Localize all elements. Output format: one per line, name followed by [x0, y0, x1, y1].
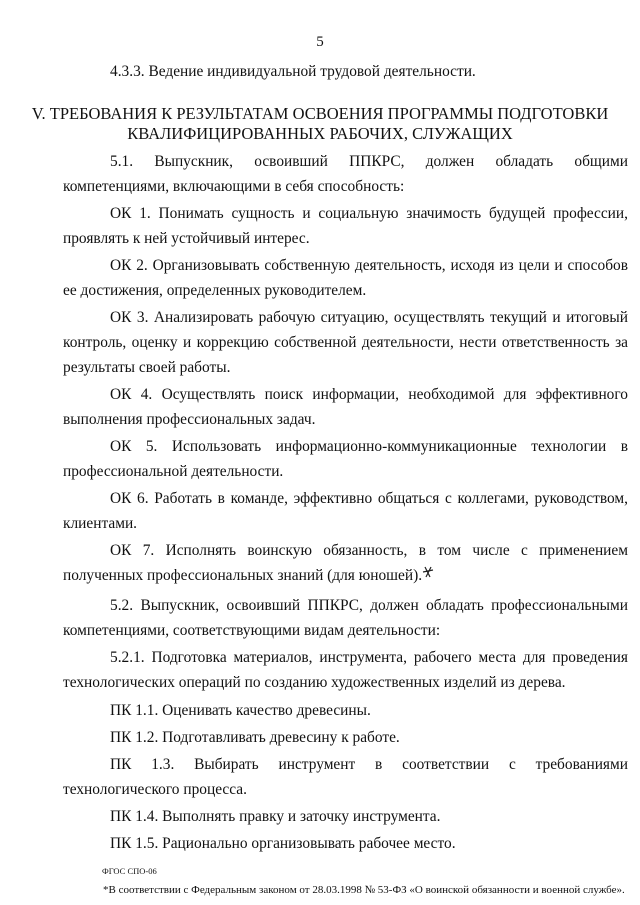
text-line: ОК 7. Исполнять воинскую обязанность, в том числе с применением — [110, 542, 628, 559]
text-line: ОК 2. Организовывать собственную деятельность, исходя из цели и способов — [110, 257, 628, 274]
page-number: 5 — [316, 34, 324, 50]
text-line: ПК 1.2. Подготавливать древесину к работе. — [110, 729, 400, 746]
text-line: ОК 5. Использовать информационно-коммуникационные технологии в — [110, 438, 628, 455]
text-line: клиентами. — [63, 515, 138, 532]
text-line: ОК 1. Понимать сущность и социальную значимость будущей профессии, — [110, 205, 628, 222]
text-line: проявлять к ней устойчивый интерес. — [63, 230, 310, 247]
text-line: компетенциями, включающими в себя способность: — [63, 178, 405, 195]
text-line: результаты своей работы. — [63, 359, 231, 376]
text-line: технологического процесса. — [63, 781, 247, 798]
text-line: ОК 6. Работать в команде, эффективно общаться с коллегами, руководством, — [110, 490, 628, 507]
footnote: *В соответствии с Федеральным законом от 28.03.1998 № 53-ФЗ «О воинской обязанности и военной службе». — [103, 884, 625, 896]
text-line: ее достижения, определенных руководителем. — [63, 282, 367, 299]
handwritten-asterisk-mark — [421, 565, 435, 579]
text-line: контроль, оценку и коррекцию собственной деятельности, нести ответственность за — [63, 334, 628, 351]
text-line: ПК 1.5. Рационально организовывать рабочее место. — [110, 835, 456, 852]
text-line: ОК 4. Осуществлять поиск информации, необходимой для эффективного — [110, 386, 628, 403]
text-line: 5.1. Выпускник, освоивший ППКРС, должен обладать общими — [110, 153, 628, 170]
section-heading: КВАЛИФИЦИРОВАННЫХ РАБОЧИХ, СЛУЖАЩИХ — [127, 124, 513, 143]
text-line: полученных профессиональных знаний (для юношей). — [63, 567, 423, 584]
text-line: ПК 1.3. Выбирать инструмент в соответствии с требованиями — [110, 756, 628, 773]
text-line: профессиональной деятельности. — [63, 463, 284, 480]
text-line: ОК 3. Анализировать рабочую ситуацию, осуществлять текущий и итоговый — [110, 309, 628, 326]
text-line: ПК 1.1. Оценивать качество древесины. — [110, 702, 371, 719]
text-line: выполнения профессиональных задач. — [63, 411, 316, 428]
text-line: технологических операций по созданию художественных изделий из дерева. — [63, 674, 566, 691]
text-line: 5.2.1. Подготовка материалов, инструмента, рабочего места для проведения — [110, 649, 628, 666]
section-heading: V. ТРЕБОВАНИЯ К РЕЗУЛЬТАТАМ ОСВОЕНИЯ ПРОГРАММЫ ПОДГОТОВКИ — [31, 104, 609, 123]
text-line: 5.2. Выпускник, освоивший ППКРС, должен обладать профессиональными — [110, 597, 628, 614]
text-line: ПК 1.4. Выполнять правку и заточку инструмента. — [110, 808, 441, 825]
text-line: компетенциями, соответствующими видам деятельности: — [63, 622, 441, 639]
text-line: 4.3.3. Ведение индивидуальной трудовой деятельности. — [110, 63, 476, 80]
footer-code: ФГОС СПО-06 — [102, 866, 157, 876]
